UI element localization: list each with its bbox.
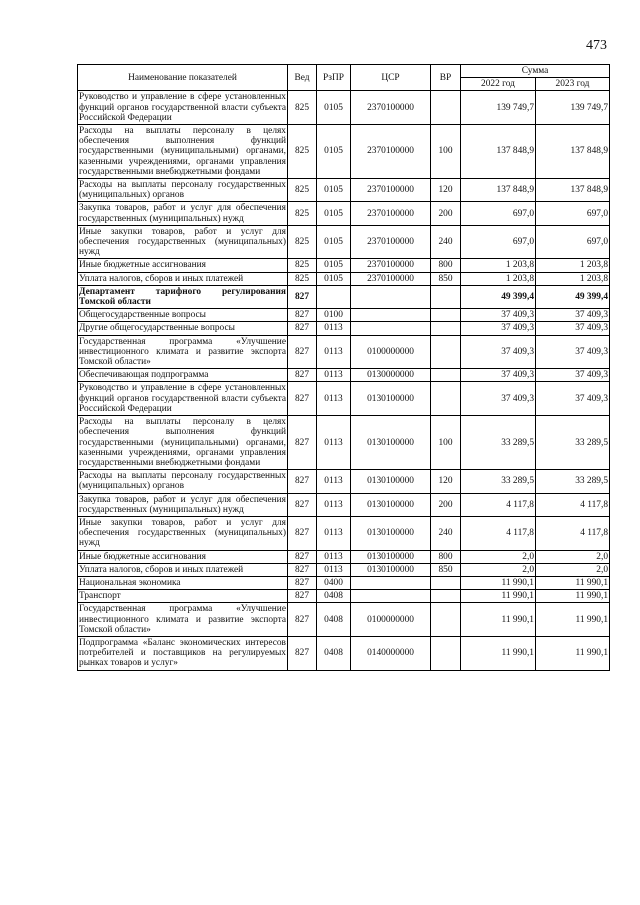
cell-vr xyxy=(431,91,461,125)
cell-amount-2022: 2,0 xyxy=(461,550,536,563)
cell-rzpr: 0105 xyxy=(317,272,351,285)
table-row xyxy=(78,590,610,603)
cell-rzpr: 0113 xyxy=(317,335,351,369)
cell-rzpr: 0113 xyxy=(317,550,351,563)
cell-name: Расходы на выплаты персоналу в целях обеспечения выполнения функций государственными (муниципальными) органами, казенными учреждениями, органами управления государственными внебюджетными фондами xyxy=(79,417,286,468)
cell-name: Расходы на выплаты персоналу в целях обеспечения выполнения функций государственными (муниципальными) органами, казенными учреждениями, органами управления государственными внебюджетными фондами xyxy=(79,126,286,177)
table-row xyxy=(78,272,610,285)
cell-amount-2023: 11 990,1 xyxy=(536,603,610,637)
cell-vr: 120 xyxy=(431,470,461,493)
cell-rzpr: 0105 xyxy=(317,91,351,125)
cell-amount-2023: 49 399,4 xyxy=(536,285,610,308)
table-body xyxy=(78,91,610,670)
cell-amount-2023: 4 117,8 xyxy=(536,516,610,550)
cell-amount-2022: 1 203,8 xyxy=(461,272,536,285)
cell-vr: 240 xyxy=(431,516,461,550)
cell-amount-2023: 11 990,1 xyxy=(536,576,610,589)
cell-amount-2022: 697,0 xyxy=(461,202,536,225)
cell-ved: 827 xyxy=(288,416,317,470)
table-row xyxy=(78,91,610,125)
cell-ved: 825 xyxy=(288,259,317,272)
cell-rzpr xyxy=(317,285,351,308)
header-name: Наименование показателей xyxy=(78,65,288,91)
table-row xyxy=(78,225,610,259)
cell-vr xyxy=(431,309,461,322)
cell-amount-2023: 2,0 xyxy=(536,563,610,576)
cell-rzpr: 0408 xyxy=(317,603,351,637)
cell-csr: 0130100000 xyxy=(351,470,431,493)
cell-csr xyxy=(351,576,431,589)
cell-vr xyxy=(431,335,461,369)
cell-rzpr: 0113 xyxy=(317,493,351,516)
cell-ved: 827 xyxy=(288,493,317,516)
cell-ved: 825 xyxy=(288,91,317,125)
cell-vr: 200 xyxy=(431,202,461,225)
table-row xyxy=(78,322,610,335)
cell-name: Обеспечивающая подпрограмма xyxy=(78,369,288,382)
cell-ved: 827 xyxy=(288,369,317,382)
cell-ved: 827 xyxy=(288,382,317,416)
cell-amount-2023: 1 203,8 xyxy=(536,272,610,285)
cell-amount-2022: 137 848,9 xyxy=(461,125,536,179)
cell-vr: 100 xyxy=(431,125,461,179)
cell-ved: 827 xyxy=(288,590,317,603)
cell-amount-2022: 697,0 xyxy=(461,225,536,259)
cell-name: Расходы на выплаты персоналу государственных (муниципальных) органов xyxy=(79,471,286,492)
cell-csr: 0130100000 xyxy=(351,563,431,576)
cell-amount-2023: 139 749,7 xyxy=(536,91,610,125)
cell-name: Национальная экономика xyxy=(78,576,288,589)
cell-csr xyxy=(351,285,431,308)
table-row xyxy=(78,416,610,470)
cell-amount-2022: 33 289,5 xyxy=(461,470,536,493)
cell-ved: 827 xyxy=(288,470,317,493)
cell-rzpr: 0105 xyxy=(317,225,351,259)
cell-rzpr: 0400 xyxy=(317,576,351,589)
cell-ved: 827 xyxy=(288,335,317,369)
cell-amount-2023: 11 990,1 xyxy=(536,636,610,670)
table-row xyxy=(78,563,610,576)
table-row xyxy=(78,369,610,382)
cell-name: Другие общегосударственные вопросы xyxy=(78,322,288,335)
cell-name: Руководство и управление в сфере установленных функций органов государственной власти субъекта Российской Федерации xyxy=(79,383,286,414)
cell-vr: 100 xyxy=(431,416,461,470)
cell-name: Уплата налогов, сборов и иных платежей xyxy=(78,563,288,576)
cell-name: Уплата налогов, сборов и иных платежей xyxy=(78,272,288,285)
cell-rzpr: 0100 xyxy=(317,309,351,322)
cell-rzpr: 0113 xyxy=(317,470,351,493)
cell-vr: 120 xyxy=(431,179,461,202)
cell-amount-2022: 4 117,8 xyxy=(461,516,536,550)
cell-vr xyxy=(431,369,461,382)
cell-amount-2022: 37 409,3 xyxy=(461,369,536,382)
cell-vr: 200 xyxy=(431,493,461,516)
cell-rzpr: 0105 xyxy=(317,259,351,272)
cell-amount-2022: 4 117,8 xyxy=(461,493,536,516)
cell-name: Общегосударственные вопросы xyxy=(78,309,288,322)
cell-vr: 850 xyxy=(431,272,461,285)
cell-amount-2023: 697,0 xyxy=(536,202,610,225)
cell-vr xyxy=(431,285,461,308)
cell-amount-2022: 2,0 xyxy=(461,563,536,576)
cell-amount-2022: 11 990,1 xyxy=(461,603,536,637)
cell-ved: 825 xyxy=(288,179,317,202)
cell-amount-2023: 2,0 xyxy=(536,550,610,563)
table-row xyxy=(78,202,610,225)
cell-name: Департамент тарифного регулирования Томской области xyxy=(79,286,286,308)
header-csr: ЦСР xyxy=(351,65,431,91)
cell-amount-2023: 137 848,9 xyxy=(536,125,610,179)
cell-name: Руководство и управление в сфере установленных функций органов государственной власти субъекта Российской Федерации xyxy=(79,92,286,123)
table-row xyxy=(78,285,610,308)
cell-amount-2022: 137 848,9 xyxy=(461,179,536,202)
cell-ved: 827 xyxy=(288,322,317,335)
table-row xyxy=(78,335,610,369)
cell-ved: 827 xyxy=(288,636,317,670)
cell-name: Расходы на выплаты персоналу государственных (муниципальных) органов xyxy=(79,180,286,201)
cell-rzpr: 0113 xyxy=(317,563,351,576)
cell-rzpr: 0408 xyxy=(317,590,351,603)
budget-table xyxy=(77,64,610,671)
cell-name: Иные закупки товаров, работ и услуг для обеспечения государственных (муниципальных) нужд xyxy=(79,226,286,258)
cell-amount-2023: 37 409,3 xyxy=(536,309,610,322)
cell-amount-2023: 33 289,5 xyxy=(536,416,610,470)
cell-ved: 825 xyxy=(288,125,317,179)
cell-rzpr: 0105 xyxy=(317,202,351,225)
cell-amount-2023: 137 848,9 xyxy=(536,179,610,202)
cell-csr: 2370100000 xyxy=(351,125,431,179)
cell-ved: 827 xyxy=(288,285,317,308)
cell-ved: 827 xyxy=(288,603,317,637)
cell-name: Государственная программа «Улучшение инвестиционного климата и развитие экспорта Томской области» xyxy=(79,604,286,635)
header-rzpr: РзПР xyxy=(317,65,351,91)
cell-csr: 0100000000 xyxy=(351,603,431,637)
cell-amount-2023: 11 990,1 xyxy=(536,590,610,603)
cell-vr: 240 xyxy=(431,225,461,259)
cell-csr: 2370100000 xyxy=(351,225,431,259)
cell-amount-2023: 33 289,5 xyxy=(536,470,610,493)
cell-vr: 800 xyxy=(431,259,461,272)
cell-vr xyxy=(431,382,461,416)
table-row xyxy=(78,603,610,637)
cell-ved: 825 xyxy=(288,272,317,285)
cell-amount-2023: 37 409,3 xyxy=(536,322,610,335)
cell-name: Транспорт xyxy=(78,590,288,603)
cell-ved: 827 xyxy=(288,516,317,550)
table-row xyxy=(78,470,610,493)
cell-ved: 827 xyxy=(288,309,317,322)
table-row xyxy=(78,493,610,516)
table-row xyxy=(78,125,610,179)
cell-csr xyxy=(351,309,431,322)
cell-csr: 0140000000 xyxy=(351,636,431,670)
table-row xyxy=(78,636,610,670)
cell-name: Государственная программа «Улучшение инвестиционного климата и развитие экспорта Томской области» xyxy=(79,336,286,368)
cell-rzpr: 0113 xyxy=(317,382,351,416)
cell-amount-2022: 11 990,1 xyxy=(461,576,536,589)
table-header xyxy=(78,65,610,91)
cell-vr xyxy=(431,590,461,603)
header-ved: Вед xyxy=(288,65,317,91)
cell-csr: 0130000000 xyxy=(351,369,431,382)
cell-name: Закупка товаров, работ и услуг для обеспечения государственных (муниципальных) нужд xyxy=(79,203,286,224)
cell-csr: 0130100000 xyxy=(351,550,431,563)
cell-name: Иные бюджетные ассигнования xyxy=(78,259,288,272)
cell-name: Закупка товаров, работ и услуг для обеспечения государственных (муниципальных) нужд xyxy=(79,494,286,515)
cell-rzpr: 0113 xyxy=(317,322,351,335)
cell-csr: 0100000000 xyxy=(351,335,431,369)
cell-vr: 850 xyxy=(431,563,461,576)
cell-csr: 2370100000 xyxy=(351,202,431,225)
header-sum: Сумма xyxy=(461,65,610,78)
table-row xyxy=(78,576,610,589)
cell-amount-2022: 49 399,4 xyxy=(461,285,536,308)
cell-amount-2023: 697,0 xyxy=(536,225,610,259)
table-row xyxy=(78,179,610,202)
cell-amount-2023: 37 409,3 xyxy=(536,335,610,369)
cell-amount-2022: 1 203,8 xyxy=(461,259,536,272)
cell-amount-2022: 37 409,3 xyxy=(461,322,536,335)
cell-amount-2022: 11 990,1 xyxy=(461,636,536,670)
cell-csr: 2370100000 xyxy=(351,179,431,202)
header-vr: ВР xyxy=(431,65,461,91)
table-row xyxy=(78,259,610,272)
cell-ved: 827 xyxy=(288,576,317,589)
cell-rzpr: 0105 xyxy=(317,125,351,179)
cell-amount-2022: 11 990,1 xyxy=(461,590,536,603)
cell-vr xyxy=(431,576,461,589)
cell-ved: 827 xyxy=(288,563,317,576)
cell-csr xyxy=(351,322,431,335)
cell-rzpr: 0408 xyxy=(317,636,351,670)
cell-csr: 2370100000 xyxy=(351,272,431,285)
cell-amount-2022: 37 409,3 xyxy=(461,309,536,322)
cell-amount-2023: 4 117,8 xyxy=(536,493,610,516)
cell-amount-2022: 37 409,3 xyxy=(461,382,536,416)
cell-name: Иные закупки товаров, работ и услуг для обеспечения государственных (муниципальных) нужд xyxy=(79,517,286,549)
cell-ved: 825 xyxy=(288,202,317,225)
cell-amount-2022: 33 289,5 xyxy=(461,416,536,470)
cell-vr xyxy=(431,636,461,670)
cell-amount-2022: 139 749,7 xyxy=(461,91,536,125)
page-number: 473 xyxy=(586,38,607,53)
cell-csr: 2370100000 xyxy=(351,91,431,125)
cell-amount-2022: 37 409,3 xyxy=(461,335,536,369)
cell-name: Иные бюджетные ассигнования xyxy=(78,550,288,563)
cell-csr: 0130100000 xyxy=(351,493,431,516)
cell-rzpr: 0113 xyxy=(317,369,351,382)
cell-csr xyxy=(351,590,431,603)
cell-csr: 0130100000 xyxy=(351,416,431,470)
header-year-2023: 2023 год xyxy=(536,78,610,91)
cell-amount-2023: 37 409,3 xyxy=(536,369,610,382)
table-row xyxy=(78,516,610,550)
cell-rzpr: 0113 xyxy=(317,416,351,470)
cell-rzpr: 0105 xyxy=(317,179,351,202)
header-year-2022: 2022 год xyxy=(461,78,536,91)
cell-amount-2023: 1 203,8 xyxy=(536,259,610,272)
table-row xyxy=(78,309,610,322)
cell-vr: 800 xyxy=(431,550,461,563)
cell-ved: 825 xyxy=(288,225,317,259)
table-row xyxy=(78,382,610,416)
cell-name: Подпрограмма «Баланс экономических интересов потребителей и поставщиков на регулируемых рынках товаров и услуг» xyxy=(79,637,286,669)
cell-csr: 0130100000 xyxy=(351,516,431,550)
cell-rzpr: 0113 xyxy=(317,516,351,550)
cell-amount-2023: 37 409,3 xyxy=(536,382,610,416)
cell-vr xyxy=(431,322,461,335)
cell-csr: 0130100000 xyxy=(351,382,431,416)
cell-vr xyxy=(431,603,461,637)
table-row xyxy=(78,550,610,563)
cell-csr: 2370100000 xyxy=(351,259,431,272)
cell-ved: 827 xyxy=(288,550,317,563)
